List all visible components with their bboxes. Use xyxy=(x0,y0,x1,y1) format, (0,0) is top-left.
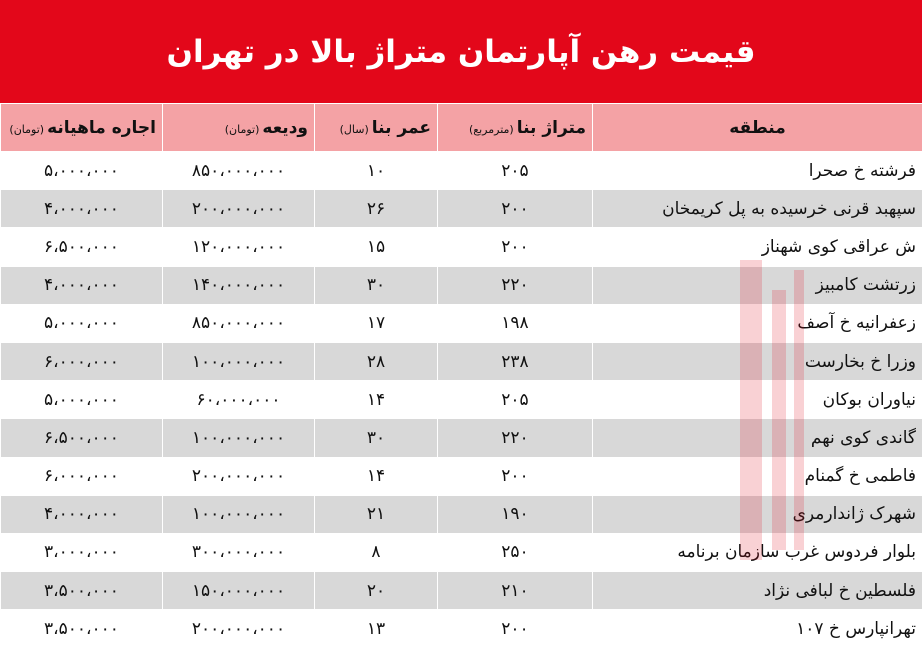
cell-rent: ۴،۰۰۰،۰۰۰ xyxy=(1,266,163,304)
header-rent xyxy=(1,104,163,152)
cell-region: شهرک ژاندارمری xyxy=(593,495,922,533)
header-region xyxy=(593,104,922,152)
cell-area: ۲۰۰ xyxy=(438,190,593,228)
cell-area: ۲۰۰ xyxy=(438,457,593,495)
cell-rent: ۴،۰۰۰،۰۰۰ xyxy=(1,495,163,533)
table-row xyxy=(1,228,922,266)
cell-rent: ۵،۰۰۰،۰۰۰ xyxy=(1,152,163,190)
table-header-row xyxy=(1,104,922,152)
table-row xyxy=(1,152,922,190)
cell-deposit: ۲۰۰،۰۰۰،۰۰۰ xyxy=(163,190,315,228)
cell-area: ۲۲۰ xyxy=(438,419,593,457)
table-row xyxy=(1,495,922,533)
cell-deposit: ۸۵۰،۰۰۰،۰۰۰ xyxy=(163,152,315,190)
cell-age: ۲۶ xyxy=(315,190,438,228)
table-row xyxy=(1,419,922,457)
table-row xyxy=(1,304,922,342)
cell-area: ۲۱۰ xyxy=(438,572,593,610)
cell-deposit: ۲۰۰،۰۰۰،۰۰۰ xyxy=(163,457,315,495)
cell-rent: ۴،۰۰۰،۰۰۰ xyxy=(1,190,163,228)
header-deposit-label: ودیعه xyxy=(262,117,308,138)
header-rent-unit: (تومان) xyxy=(9,122,45,136)
cell-age: ۱۷ xyxy=(315,304,438,342)
cell-region: گاندی کوی نهم xyxy=(593,419,922,457)
cell-region: فاطمی خ گمنام xyxy=(593,457,922,495)
cell-rent: ۵،۰۰۰،۰۰۰ xyxy=(1,381,163,419)
cell-deposit: ۱۰۰،۰۰۰،۰۰۰ xyxy=(163,495,315,533)
cell-area: ۱۹۸ xyxy=(438,304,593,342)
cell-rent: ۳،۵۰۰،۰۰۰ xyxy=(1,610,163,648)
cell-age: ۱۴ xyxy=(315,457,438,495)
cell-region: ش عراقی کوی شهناز xyxy=(593,228,922,266)
cell-deposit: ۸۵۰،۰۰۰،۰۰۰ xyxy=(163,304,315,342)
cell-region: سپهبد قرنی خرسیده به پل کریمخان xyxy=(593,190,922,228)
header-area-label: متراژ بنا xyxy=(516,117,586,138)
cell-area: ۲۰۰ xyxy=(438,228,593,266)
table-row xyxy=(1,457,922,495)
table-row xyxy=(1,190,922,228)
cell-rent: ۶،۰۰۰،۰۰۰ xyxy=(1,457,163,495)
header-deposit-unit: (تومان) xyxy=(224,122,260,136)
table-row xyxy=(1,610,922,648)
cell-rent: ۶،۵۰۰،۰۰۰ xyxy=(1,228,163,266)
header-age-unit: (سال) xyxy=(339,122,369,136)
table-body xyxy=(1,152,922,648)
cell-age: ۳۰ xyxy=(315,266,438,304)
cell-age: ۲۰ xyxy=(315,572,438,610)
cell-deposit: ۱۵۰،۰۰۰،۰۰۰ xyxy=(163,572,315,610)
cell-region: وزرا خ بخارست xyxy=(593,342,922,380)
cell-region: فلسطین خ لبافی نژاد xyxy=(593,572,922,610)
header-deposit xyxy=(163,104,315,152)
cell-age: ۲۸ xyxy=(315,342,438,380)
cell-age: ۱۴ xyxy=(315,381,438,419)
cell-region: فرشته خ صحرا xyxy=(593,152,922,190)
cell-area: ۲۰۵ xyxy=(438,152,593,190)
table-row xyxy=(1,342,922,380)
cell-deposit: ۲۰۰،۰۰۰،۰۰۰ xyxy=(163,610,315,648)
cell-age: ۲۱ xyxy=(315,495,438,533)
cell-area: ۲۲۰ xyxy=(438,266,593,304)
cell-deposit: ۱۰۰،۰۰۰،۰۰۰ xyxy=(163,342,315,380)
cell-rent: ۵،۰۰۰،۰۰۰ xyxy=(1,304,163,342)
cell-deposit: ۱۰۰،۰۰۰،۰۰۰ xyxy=(163,419,315,457)
cell-rent: ۳،۰۰۰،۰۰۰ xyxy=(1,533,163,571)
cell-age: ۳۰ xyxy=(315,419,438,457)
cell-deposit: ۳۰۰،۰۰۰،۰۰۰ xyxy=(163,533,315,571)
cell-deposit: ۶۰،۰۰۰،۰۰۰ xyxy=(163,381,315,419)
header-age xyxy=(315,104,438,152)
header-age-label: عمر بنا xyxy=(371,117,431,138)
cell-area: ۲۰۰ xyxy=(438,610,593,648)
title-banner xyxy=(0,0,922,103)
cell-area: ۲۳۸ xyxy=(438,342,593,380)
price-table xyxy=(0,103,922,648)
header-area xyxy=(438,104,593,152)
header-region-label: منطقه xyxy=(729,117,786,138)
table-row xyxy=(1,266,922,304)
cell-rent: ۳،۵۰۰،۰۰۰ xyxy=(1,572,163,610)
table-row xyxy=(1,533,922,571)
cell-age: ۸ xyxy=(315,533,438,571)
cell-region: نیاوران بوکان xyxy=(593,381,922,419)
table-row xyxy=(1,381,922,419)
cell-area: ۲۰۵ xyxy=(438,381,593,419)
cell-region: تهرانپارس خ ۱۰۷ xyxy=(593,610,922,648)
header-rent-label: اجاره ماهیانه xyxy=(47,117,156,138)
cell-age: ۱۳ xyxy=(315,610,438,648)
header-area-unit: (مترمربع) xyxy=(468,122,514,136)
cell-rent: ۶،۵۰۰،۰۰۰ xyxy=(1,419,163,457)
cell-region: زرتشت کامبیز xyxy=(593,266,922,304)
cell-area: ۲۵۰ xyxy=(438,533,593,571)
cell-deposit: ۱۴۰،۰۰۰،۰۰۰ xyxy=(163,266,315,304)
cell-area: ۱۹۰ xyxy=(438,495,593,533)
cell-age: ۱۵ xyxy=(315,228,438,266)
table-row xyxy=(1,572,922,610)
cell-region: زعفرانیه خ آصف xyxy=(593,304,922,342)
cell-deposit: ۱۲۰،۰۰۰،۰۰۰ xyxy=(163,228,315,266)
cell-age: ۱۰ xyxy=(315,152,438,190)
cell-region: بلوار فردوس غرب سازمان برنامه xyxy=(593,533,922,571)
cell-rent: ۶،۰۰۰،۰۰۰ xyxy=(1,342,163,380)
page-title: قیمت رهن آپارتمان متراژ بالا در تهران xyxy=(166,33,756,70)
